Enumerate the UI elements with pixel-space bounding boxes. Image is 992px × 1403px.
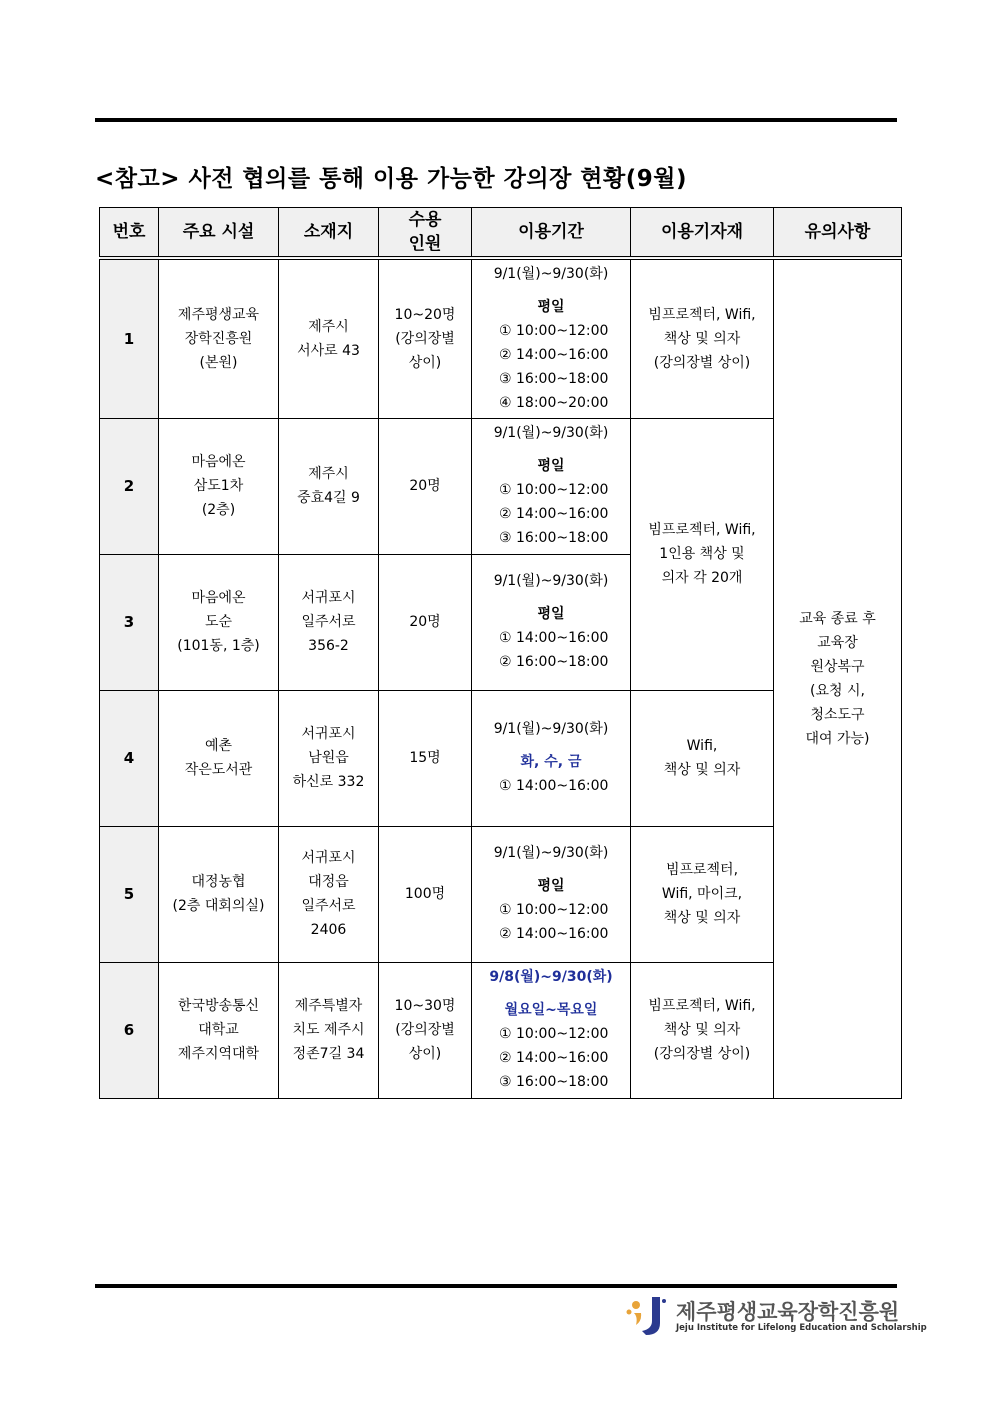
- header-capacity-line1: 수용: [408, 210, 442, 230]
- page-title: <참고> 사전 협의를 통해 이용 가능한 강의장 현황(9월): [95, 166, 687, 192]
- notes-cell-line: 교육 종료 후: [799, 610, 876, 627]
- logo-mark-icon: [624, 1293, 670, 1339]
- period-cell: [472, 690, 631, 826]
- capacity-cell-line: 상이): [408, 354, 442, 371]
- location-cell-line: 대정읍: [308, 874, 349, 890]
- equipment-cell: [631, 258, 774, 418]
- time-slot: ① 10:00~12:00: [499, 322, 609, 339]
- location-cell: [279, 690, 379, 826]
- row-number: 5: [100, 826, 159, 962]
- period-range: 9/1(월)~9/30(화): [493, 845, 609, 861]
- period-range: 9/1(월)~9/30(화): [493, 721, 609, 737]
- header-capacity: [379, 208, 472, 259]
- equipment-cell-line: 책상 및 의자: [663, 330, 741, 347]
- location-cell-line: 제주특별자: [294, 998, 363, 1014]
- time-slot: ① 10:00~12:00: [499, 902, 609, 918]
- header-location: 소재지: [279, 208, 379, 259]
- location-cell: [279, 962, 379, 1098]
- period-cell: [472, 554, 631, 690]
- logo-name: 제주평생교육장학진흥원: [676, 1300, 900, 1324]
- equipment-cell-line: 책상 및 의자: [663, 910, 741, 926]
- equipment-cell-line: Wifi, 마이크,: [661, 886, 743, 902]
- facility-cell-line: 대정농협: [191, 874, 246, 890]
- notes-cell: [774, 258, 902, 1098]
- period-gap: [472, 988, 630, 998]
- period-days: 평일: [537, 606, 565, 622]
- period-range: 9/1(월)~9/30(화): [493, 573, 609, 589]
- period-gap: [472, 444, 630, 454]
- header-equipment: 이용기자재: [631, 208, 774, 259]
- time-slot: ③ 16:00~18:00: [499, 1074, 609, 1090]
- table-header-row: [100, 208, 902, 259]
- header-capacity-line2: 인원: [408, 234, 442, 254]
- facility-cell-line: (본원): [199, 354, 238, 371]
- capacity-cell: [379, 418, 472, 554]
- facility-cell-line: 마음에온: [191, 590, 246, 606]
- capacity-cell: [379, 826, 472, 962]
- facility-cell: [159, 962, 279, 1098]
- facility-cell: [159, 554, 279, 690]
- row-number: 2: [100, 418, 159, 554]
- capacity-cell-line: 10~20명: [394, 306, 456, 323]
- location-cell-line: 정존7길 34: [292, 1046, 365, 1062]
- capacity-cell-line: 100명: [404, 886, 446, 902]
- location-cell-line: 서사로 43: [297, 342, 360, 359]
- facility-cell-line: 제주지역대학: [177, 1046, 260, 1062]
- capacity-cell-line: 상이): [408, 1046, 442, 1062]
- period-days: 평일: [537, 458, 565, 474]
- row-number: 6: [100, 962, 159, 1098]
- location-cell-line: 일주서로: [301, 614, 356, 630]
- facility-cell: [159, 258, 279, 418]
- equipment-cell-line: 1인용 책상 및: [659, 546, 745, 562]
- facility-cell-line: 대학교: [198, 1022, 239, 1038]
- period-range: 9/8(월)~9/30(화): [489, 969, 613, 985]
- period-gap: [472, 285, 630, 295]
- notes-cell-line: 원상복구: [810, 658, 865, 675]
- equipment-cell-line: (강의장별 상이): [653, 1046, 751, 1062]
- facility-cell-line: 예촌: [204, 738, 233, 754]
- capacity-cell-line: 20명: [409, 478, 441, 494]
- equipment-cell-line: 빔프로젝터, Wifi,: [648, 306, 756, 323]
- facility-cell-line: (101동, 1층): [177, 638, 260, 654]
- equipment-cell-line: 빔프로젝터,: [665, 862, 739, 878]
- equipment-cell: [631, 418, 774, 690]
- header-facility: 주요 시설: [159, 208, 279, 259]
- equipment-cell: [631, 826, 774, 962]
- facility-cell: [159, 690, 279, 826]
- period-range: 9/1(월)~9/30(화): [493, 425, 609, 441]
- capacity-cell-line: (강의장별: [395, 1022, 455, 1038]
- equipment-cell-line: 의자 각 20개: [661, 570, 743, 586]
- period-gap: [472, 592, 630, 602]
- location-cell-line: 하신로 332: [292, 774, 365, 790]
- equipment-cell-line: 책상 및 의자: [663, 762, 741, 778]
- facility-cell-line: 한국방송통신: [177, 998, 260, 1014]
- equipment-cell: [631, 690, 774, 826]
- location-cell-line: 서귀포시: [301, 590, 356, 606]
- time-slot: ④ 18:00~20:00: [499, 394, 609, 411]
- location-cell-line: 서귀포시: [301, 726, 356, 742]
- time-slot: ③ 16:00~18:00: [499, 530, 609, 546]
- lecture-room-table: [99, 207, 902, 1099]
- location-cell-line: 일주서로: [301, 898, 356, 914]
- capacity-cell-line: 20명: [409, 614, 441, 630]
- facility-cell-line: 마음에온: [191, 454, 246, 470]
- period-cell: [472, 258, 631, 418]
- period-cell: [472, 826, 631, 962]
- location-cell: [279, 418, 379, 554]
- capacity-cell: [379, 962, 472, 1098]
- facility-cell-line: 도순: [204, 614, 233, 630]
- capacity-cell-line: 10~30명: [394, 998, 456, 1014]
- location-cell: [279, 826, 379, 962]
- equipment-cell-line: Wifi,: [686, 738, 718, 754]
- time-slot: ② 14:00~16:00: [499, 926, 609, 942]
- location-cell-line: 제주시: [308, 466, 349, 482]
- location-cell-line: 제주시: [308, 318, 349, 335]
- time-slot: ② 14:00~16:00: [499, 1050, 609, 1066]
- time-slot: ① 14:00~16:00: [499, 630, 609, 646]
- facility-cell: [159, 826, 279, 962]
- capacity-cell-line: (강의장별: [395, 330, 455, 347]
- facility-cell: [159, 418, 279, 554]
- location-cell-line: 서귀포시: [301, 850, 356, 866]
- location-cell-line: 2406: [310, 922, 347, 938]
- notes-cell-line: 청소도구: [810, 706, 865, 723]
- time-slot: ① 14:00~16:00: [499, 778, 609, 794]
- facility-cell-line: (2층 대회의실): [172, 898, 265, 914]
- period-gap: [472, 864, 630, 874]
- capacity-cell: [379, 554, 472, 690]
- facility-cell-line: 제주평생교육: [177, 306, 260, 323]
- location-cell: [279, 554, 379, 690]
- facility-cell-line: 장학진흥원: [184, 330, 253, 347]
- time-slot: ① 10:00~12:00: [499, 1026, 609, 1042]
- notes-cell-line: 교육장: [817, 634, 858, 651]
- equipment-cell-line: 책상 및 의자: [663, 1022, 741, 1038]
- equipment-cell: [631, 962, 774, 1098]
- bottom-rule: [95, 1284, 897, 1288]
- period-cell: [472, 418, 631, 554]
- period-cell: [472, 962, 631, 1098]
- header-period: 이용기간: [472, 208, 631, 259]
- time-slot: ② 16:00~18:00: [499, 654, 609, 670]
- notes-cell-line: 대여 가능): [805, 730, 870, 747]
- logo-subtitle: Jeju Institute for Lifelong Education and Scholarship: [676, 1323, 927, 1333]
- row-number: 4: [100, 690, 159, 826]
- location-cell-line: 남원읍: [308, 750, 349, 766]
- notes-cell-line: (요청 시,: [810, 682, 865, 699]
- time-slot: ③ 16:00~18:00: [499, 370, 609, 387]
- location-cell: [279, 258, 379, 418]
- top-rule: [95, 118, 897, 122]
- equipment-cell-line: (강의장별 상이): [653, 354, 751, 371]
- location-cell-line: 중효4길 9: [297, 490, 360, 506]
- facility-cell-line: 삼도1차: [193, 478, 244, 494]
- equipment-cell-line: 빔프로젝터, Wifi,: [648, 998, 756, 1014]
- period-days: 화, 수, 금: [520, 754, 582, 770]
- institute-logo: [624, 1293, 927, 1339]
- time-slot: ② 14:00~16:00: [499, 506, 609, 522]
- period-range: 9/1(월)~9/30(화): [493, 265, 609, 282]
- time-slot: ① 10:00~12:00: [499, 482, 609, 498]
- period-days: 평일: [537, 298, 565, 315]
- header-number: 번호: [100, 208, 159, 259]
- row-number: 1: [100, 258, 159, 418]
- capacity-cell: [379, 258, 472, 418]
- header-notes: 유의사항: [774, 208, 902, 259]
- period-days: 평일: [537, 878, 565, 894]
- equipment-cell-line: 빔프로젝터, Wifi,: [648, 522, 756, 538]
- location-cell-line: 치도 제주시: [292, 1022, 365, 1038]
- facility-cell-line: (2층): [201, 502, 236, 518]
- table-row: [100, 258, 902, 418]
- capacity-cell: [379, 690, 472, 826]
- row-number: 3: [100, 554, 159, 690]
- location-cell-line: 356-2: [308, 638, 349, 654]
- period-days: 월요일~목요일: [504, 1002, 598, 1018]
- capacity-cell-line: 15명: [409, 750, 441, 766]
- period-gap: [472, 740, 630, 750]
- facility-cell-line: 작은도서관: [184, 762, 253, 778]
- time-slot: ② 14:00~16:00: [499, 346, 609, 363]
